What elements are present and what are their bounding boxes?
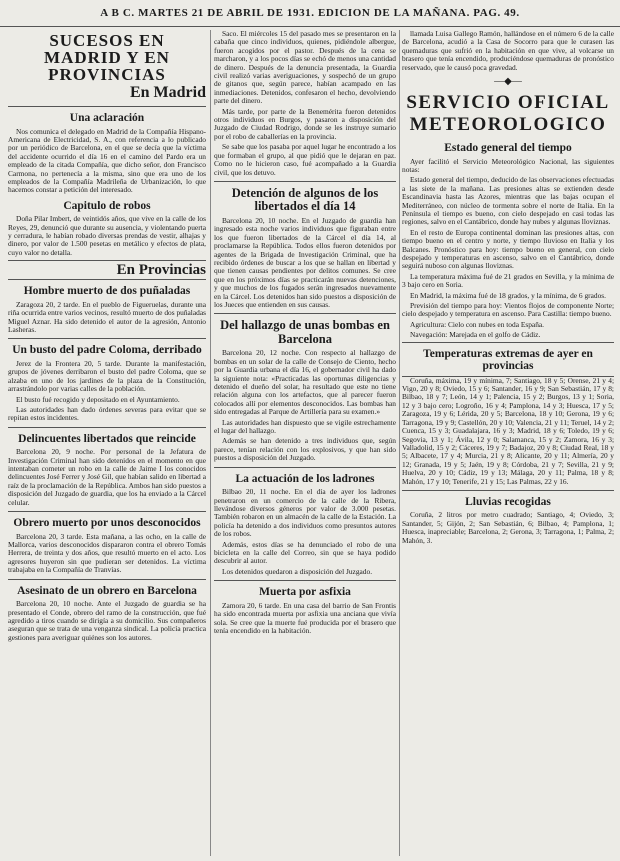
meteo-section-title: SERVICIO OFICIAL METEOROLOGICO <box>406 92 610 136</box>
article-title: Muerta por asfixia <box>259 586 351 599</box>
divider <box>214 467 396 468</box>
column-rule-1 <box>210 30 211 856</box>
article-body: Los detenidos quedaron a disposición del Juzgado. <box>222 566 373 576</box>
divider <box>8 338 206 339</box>
header-line: A B C. MARTES 21 DE ABRIL DE 1931. EDICION DE LA MAÑANA. PAG. 49. <box>100 7 520 19</box>
article-body: Las autoridades han dispuesto que se vigile estrechamente el lugar del hallazgo. <box>214 417 396 436</box>
article-body: Además se han detenido a tres individuos que, según parece, tenían relación con los explosivos, y que han sido puestos a disposición del Juzgado. <box>214 436 396 463</box>
subsection-provincias: En Provincias <box>8 260 206 280</box>
article-body: Zaragoza 20, 2 tarde. En el pueblo de Figueruelas, durante una riña ocurrida entre varios vecinos, resultó muerto de dos puñaladas Miguel Aznar. Ha sido detenido el autor de la agresión, Antonio Lasheras. <box>8 299 206 334</box>
article-title: Temperaturas extremas de ayer en provincias <box>423 347 593 373</box>
article-title: Una aclaración <box>69 112 145 124</box>
article-body: Previsión del tiempo para hoy: Vientos flojos de componente Norte; cielo despejado y temperatura en ascenso. Para Castilla: tiempo bueno. <box>402 301 614 319</box>
article-title: Un busto del padre Coloma, derribado <box>12 344 202 357</box>
column-1 <box>8 30 206 858</box>
section-title: SUCESOS EN MADRID Y EN PROVINCIAS <box>44 31 170 84</box>
article-body: llamada Luisa Gallego Ramón, hallándose en el número 6 de la calle de Barcelona, acudió a la Casa de Socorro para que le curasen las quemaduras que sufrió en la habitación en que vive, al volcarse un brasero que tenía encendido, produciéndose quemaduras de pronóstico reservado, que le causó poca gravedad. <box>402 30 614 72</box>
article-body: Bilbao 20, 11 noche. En el día de ayer los ladrones penetraron en un comercio de la calle de la Ribera, llevándose diversos géneros por valor de 3.000 pesetas. También robaron en un almacén de la calle de la Estación. La policía ha detenido a dos individuos como presuntos autores de los robos. <box>214 487 396 539</box>
article-body: Barcelona 20, 10 noche. En el Juzgado de guardia han ingresado esta noche varios individuos que figuraban entre los que fueron libertados de la Cárcel el día 14, al proclamarse la República. Todos ellos fueron detenidos por agentes de la Brigada de Investigación Criminal, que ha recibido órdenes de buscar a los que se hallan en libertad y que tienen causas pendientes por delitos comunes. Se cree que en los próximos días se practicarán nuevas detenciones, y que muchos de los fugados serán ingresados nuevamente en la Cárcel. Los detenidos han sido puestos a disposición de los Jueces que entienden en sus causas. <box>214 215 396 309</box>
article-body: Las autoridades han dado órdenes severas para evitar que se repitan estos incidentes. <box>8 404 206 423</box>
ornament-divider: —◆— <box>494 76 522 88</box>
divider <box>214 580 396 581</box>
article-body: Navegación: Marejada en el golfo de Cádiz. <box>410 330 541 340</box>
article-title: Asesinato de un obrero en Barcelona <box>17 584 197 597</box>
article-title: Detención de algunos de los libertados el día 14 <box>231 185 379 214</box>
article-title: Hombre muerto de dos puñaladas <box>23 285 191 298</box>
column-3 <box>402 30 614 858</box>
subsection-madrid: En Madrid <box>129 84 206 101</box>
article-body: Estado general del tiempo, deducido de las observaciones efectuadas a las siete de la mañana. Las presiones altas se extienden desde Escandinavia hasta las Azores, mientras que las bajas ocupan el Mediterráneo, con núcleo de tormenta sobre el norte de Italia. En la Península el tiempo es bueno, con cielo despejado en casi todas las regiones, salvo en el Cantábrico, donde hay nubes y algunas lloviznas. <box>402 175 614 227</box>
column-2 <box>214 30 396 858</box>
article-body: Barcelona 20, 12 noche. Con respecto al hallazgo de bombas en un solar de la calle de Consejo de Ciento, hecho por la Guardia urbana el día 16, el gobernador civil ha dado la siguiente nota: «Practicadas las oportunas diligencias y detenido el dueño del solar, ha resultado que este no tiene relación alguna con los artefactos, que al parecer fueron colocados allí por elementos desconocidos. Las bombas han sido entregadas al Parque de Artillería para su examen.» <box>214 348 396 417</box>
article-body: La temperatura máxima fué de 21 grados en Sevilla, y la mínima de 3 bajo cero en Soria. <box>402 271 614 290</box>
divider <box>8 511 206 512</box>
article-body: Más tarde, por parte de la Benemérita fueron detenidos otros individuos en Burgos, y pasaron a disposición del Juzgado de Ciudad Rodrigo, donde se les instruye sumario por el robo de caballerías en la provincia. <box>214 106 396 141</box>
article-body: Barcelona 20, 10 noche. Ante el Juzgado de guardia se ha presentado el Conde, obrero del ramo de la construcción, que fué agredido a tiros cuando se dirigía a su domicilio. Sus compañeros aseguran que se trata de una venganza sindical. La policía practica gestiones para averiguar quiénes son los autores. <box>8 599 206 642</box>
temperatures-box <box>402 342 614 377</box>
article-title: Capitulo de robos <box>63 199 151 212</box>
article-body: Además, estos días se ha denunciado el robo de una bicicleta en la calle del Correo, sin que se haya podido descubrir al autor. <box>214 539 396 566</box>
article-title: Lluvias recogidas <box>465 495 551 508</box>
article-body: Coruña, máxima, 19 y mínima, 7; Santiago, 18 y 5; Orense, 21 y 4; Vigo, 20 y 8; Oviedo, 15 y 6; Santander, 16 y 9; San Sebastián, 17 y 8; Bilbao, 18 y 7; León, 14 y 1; Palencia, 15 y 2; Burgos, 13 y 1; Soria, 12 y 3 bajo cero; Logroño, 16 y 4; Pamplona, 14 y 3; Huesca, 17 y 5; Zaragoza, 19 y 6; Lérida, 20 y 5; Barcelona, 18 y 10; Gerona, 19 y 6; Tarragona, 19 y 9; Castellón, 20 y 10; Valencia, 21 y 11; Teruel, 14 y 2; Cuenca, 15 y 3; Guadalajara, 16 y 3; Madrid, 18 y 6; Toledo, 19 y 6; Segovia, 13 y 1; Ávila, 12 y 0; Salamanca, 15 y 2; Zamora, 16 y 3; Valladolid, 15 y 2; Cáceres, 19 y 7; Badajoz, 20 y 8; Ciudad Real, 18 y 5; Albacete, 17 y 4; Murcia, 21 y 8; Alicante, 20 y 11; Almería, 20 y 12; Granada, 19 y 5; Jaén, 19 y 8; Córdoba, 21 y 7; Sevilla, 21 y 9; Huelva, 20 y 10; Cádiz, 19 y 13; Málaga, 20 y 11; Palma, 18 y 8; Mahón, 17 y 10; Tenerife, 21 y 15; Las Palmas, 22 y 16. <box>402 375 614 486</box>
divider <box>402 490 614 491</box>
article-body: Coruña, 2 litros por metro cuadrado; Santiago, 4; Oviedo, 3; Santander, 5; Gijón, 2; San Sebastián, 6; Bilbao, 4; Pamplona, 1; Huesca, inapreciable; Barcelona, 2; Gerona, 3; Tarragona, 1; Palma, 2; Mahón, 3. <box>402 510 614 545</box>
article-body: Zamora 20, 6 tarde. En una casa del barrio de San Frontis ha sido encontrada muerta por asfixia una anciana que vivía sola. Se cree que la muerte fué producida por el brasero que tenía encendido en la habitación. <box>214 600 396 635</box>
divider <box>8 579 206 580</box>
article-body: Saco. El miércoles 15 del pasado mes se presentaron en la cabaña que cinco individuos, quienes, pidiéndole albergue, fueron acogidos por el pastor. Después de la cena se marcharon, y a los pocos días se echó de menos una cantidad de dinero. Después de la denuncia presentada, la Guardia civil realizó varias averiguaciones, y sospechó de un grupo de gitanos que, según parece, habían acampado en las inmediaciones. Detenidos, confesaron el hecho, devolviendo parte del dinero. <box>214 30 396 106</box>
divider <box>214 181 396 182</box>
article-body: Jerez de la Frontera 20, 5 tarde. Durante la manifestación, grupos de jóvenes derribaron el busto del padre Coloma, que se alzaba en uno de los jardines de la plaza de la Constitución, arrastrándolo por varias calles de la población. <box>8 358 206 394</box>
divider <box>8 106 206 107</box>
column-rule-2 <box>399 30 400 856</box>
article-body: Se sabe que los pasaba por aquel lugar he encontrado a los que formaban el grupo, al que pidió que le dejaran en paz. Como no le hicieron caso, fué acompañado a la Guardia civil, que los detuvo. <box>214 142 396 177</box>
article-title: Obrero muerto por unos desconocidos <box>13 517 201 530</box>
article-body: Ayer facilitó el Servicio Meteorológico Nacional, las siguientes notas: <box>402 156 614 174</box>
divider <box>8 427 206 428</box>
article-body: En el resto de Europa continental dominan las presiones altas, con tiempo bueno en el centro y norte, y tiempo lluvioso en Italia y los Balcanes. Pronóstico para hoy: tiempo bueno en general, con cielo despejado y temperaturas en ascenso, salvo en el Cantábrico, donde seguirá nuboso con algunas lloviznas. <box>402 227 614 271</box>
article-body: Barcelona 20, 9 noche. Por personal de la Jefatura de Investigación Criminal han sido detenidos en el momento en que intentaban cometer un robo en la calle de Jaime I los conocidos delincuentes José Ferrer y José Gil, que habían salido en libertad a raíz de la proclamación de la República. Ambos han sido puestos a disposición del Juzgado de guardia, que los ha enviado a la Cárcel celular. <box>8 447 206 507</box>
article-body: Agricultura: Cielo con nubes en toda España. <box>410 319 545 329</box>
article-body: El busto fué recogido y depositado en el Ayuntamiento. <box>16 394 180 404</box>
article-body: Nos comunica el delegado en Madrid de la Compañía Hispano-Americana de Electricidad, S. A., con referencia a lo publicado por un periódico de Barcelona, en el que se decía que la víctima del accidente ocurrido el día 16 en el camino del Pardo era un empleado de la citada Compañía, que dicho señor, don Francisco Carmona, no pertenecía a la misma, sino que era uno de los empleados de la Compañía Madrileña de Urbanización, lo que hacemos constar a petición del interesado. <box>8 126 206 195</box>
article-title: Delincuentes libertados que reincide <box>18 432 196 445</box>
article-body: Barcelona 20, 3 tarde. Esta mañana, a las ocho, en la calle de Mallorca, varios desconocidos dispararon contra el obrero Tomás Herrera, de treinta y dos años, que resultó muerto en el acto. Los agresores huyeron sin que pudieran ser detenidos. La víctima trabajaba en la Compañía de Tranvías. <box>8 531 206 575</box>
divider <box>214 313 396 314</box>
page-header <box>0 0 620 27</box>
article-title: La actuación de los ladrones <box>235 472 375 485</box>
article-body: Doña Pilar Imbert, de veintidós años, que vive en la calle de los Reyes, 29, denunció que durante su ausencia, y violentando puerta y cerradura, le habían robado diversas prendas de vestir, alhajas y dinero, por valor de 1.500 pesetas en metálico y efectos de plata, cuyo valor no detalla. <box>8 214 206 257</box>
article-title: Del hallazgo de unas bombas en Barcelona <box>220 318 390 346</box>
article-title: Estado general del tiempo <box>444 142 572 155</box>
article-body: En Madrid, la máxima fué de 18 grados, y la mínima, de 6 grados. <box>410 290 607 300</box>
